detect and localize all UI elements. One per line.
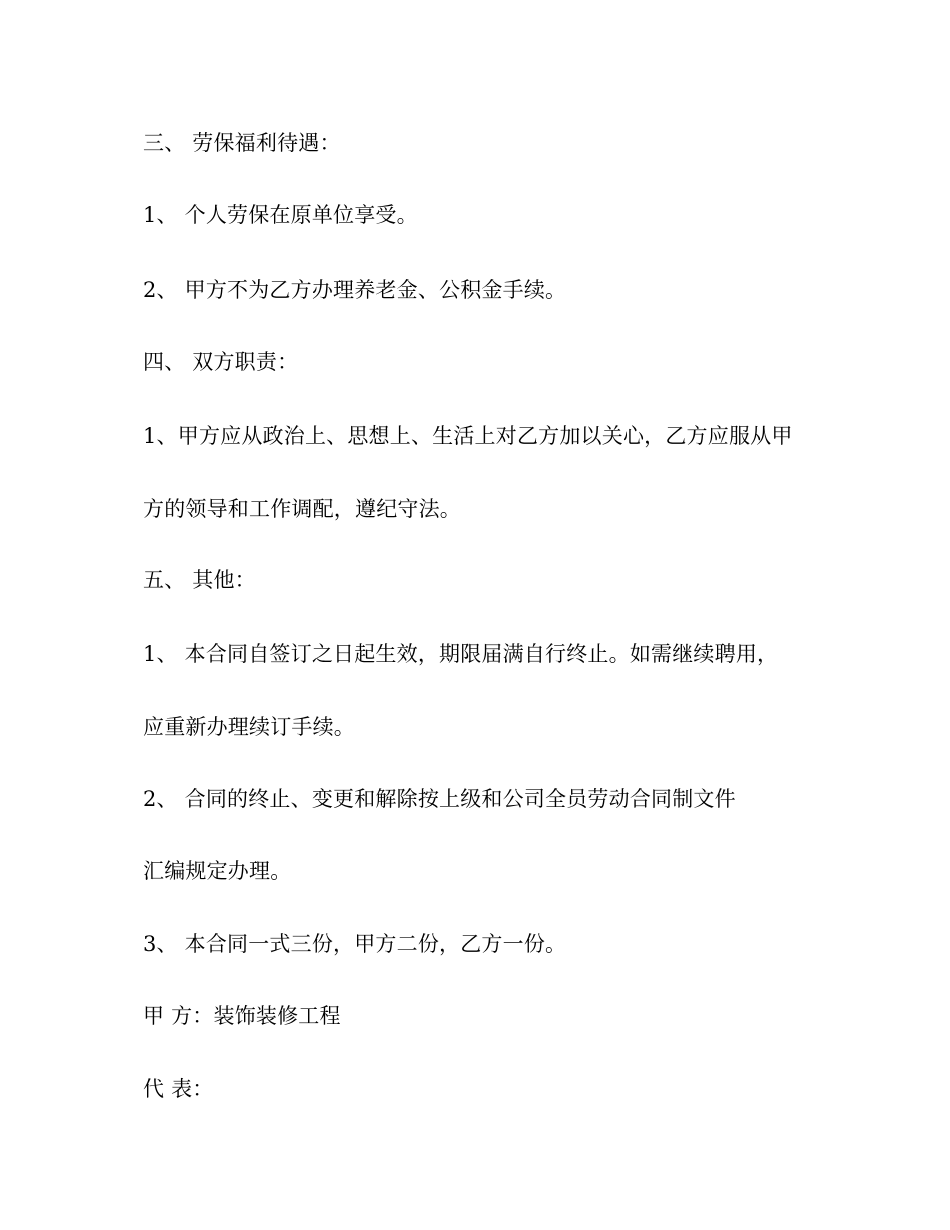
other-item-1-line-2: 应重新办理续订手续。: [143, 715, 355, 739]
duties-item-1-line-2: 方的领导和工作调配，遵纪守法。: [143, 497, 461, 521]
section-heading-benefits: 三、 劳保福利待遇：: [143, 131, 341, 155]
section-heading-duties: 四、 双方职责：: [143, 350, 299, 374]
benefits-item-2: 2、 甲方不为乙方办理养老金、公积金手续。: [143, 278, 567, 302]
other-item-3: 3、 本合同一式三份，甲方二份，乙方一份。: [143, 932, 567, 956]
section-heading-other: 五、 其他：: [143, 568, 256, 592]
other-item-1-line-1: 1、 本合同自签订之日起生效，期限届满自行终止。如需继续聘用，: [143, 642, 779, 666]
party-a-signature-line: 甲 方：装饰装修工程: [143, 1004, 341, 1028]
other-item-2-line-1: 2、 合同的终止、变更和解除按上级和公司全员劳动合同制文件: [143, 787, 736, 811]
duties-item-1-line-1: 1、甲方应从政治上、思想上、生活上对乙方加以关心，乙方应服从甲: [143, 424, 793, 448]
benefits-item-1: 1、 个人劳保在原单位享受。: [143, 203, 418, 227]
other-item-2-line-2: 汇编规定办理。: [143, 859, 292, 883]
representative-signature-line: 代 表：: [143, 1077, 214, 1101]
